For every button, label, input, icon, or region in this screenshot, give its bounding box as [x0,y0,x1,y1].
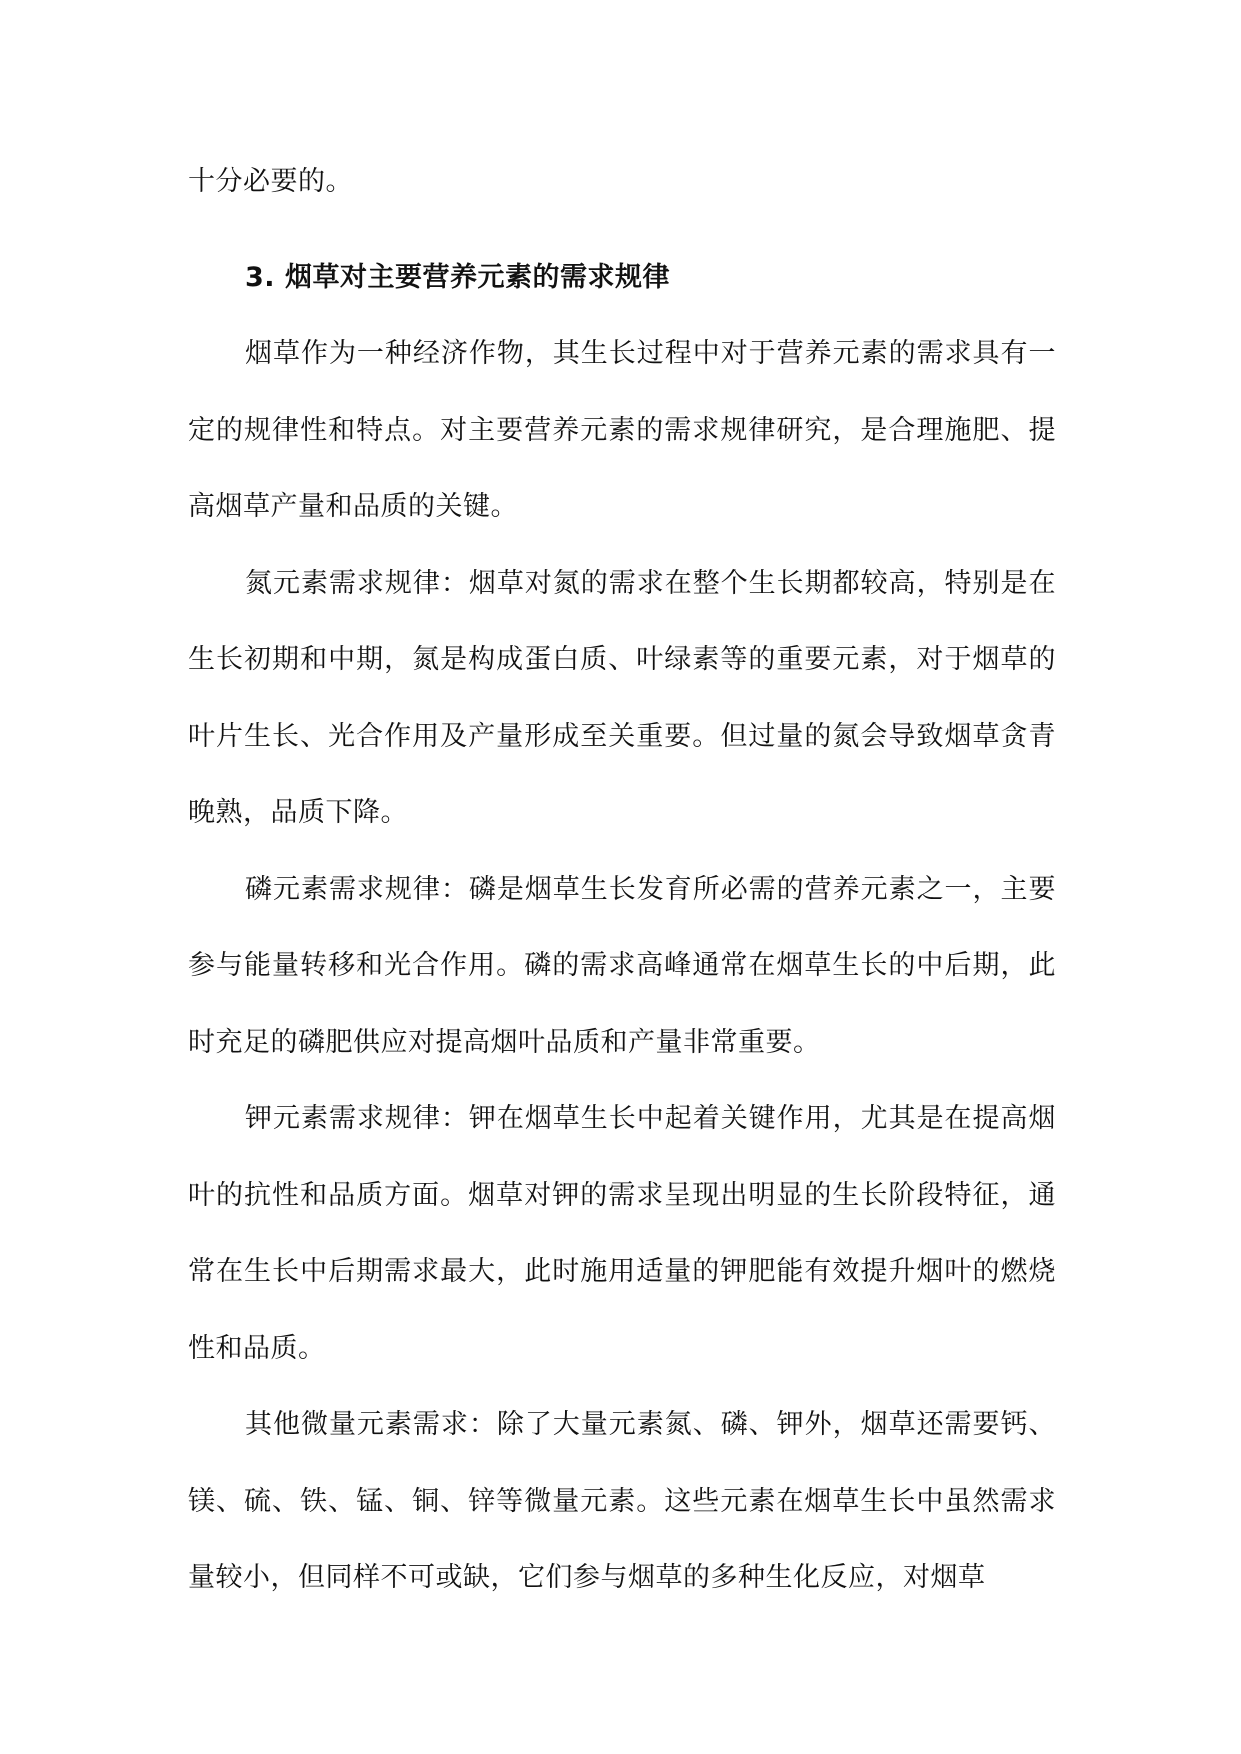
continuation-text: 十分必要的。 [188,166,353,197]
document-body [188,144,1056,1617]
paragraph-phosphorus: 磷元素需求规律：磷是烟草生长发育所必需的营养元素之一，主要参与能量转移和光合作用。磷的需求高峰通常在烟草生长的中后期，此时充足的磷肥供应对提高烟叶品质和产量非常重要。 [188,873,1056,1058]
paragraph-micronutrients: 其他微量元素需求：除了大量元素氮、磷、钾外，烟草还需要钙、镁、硫、铁、锰、铜、锌等微量元素。这些元素在烟草生长中虽然需求量较小，但同样不可或缺，它们参与烟草的多种生化反应，对烟草 [188,1409,1056,1593]
section-heading: 3. 烟草对主要营养元素的需求规律 [245,261,670,293]
paragraph-potassium: 钾元素需求规律：钾在烟草生长中起着关键作用，尤其是在提高烟叶的抗性和品质方面。烟草对钾的需求呈现出明显的生长阶段特征，通常在生长中后期需求最大，此时施用适量的钾肥能有效提升烟叶的燃烧性和品质。 [188,1103,1056,1364]
paragraph-nitrogen: 氮元素需求规律：烟草对氮的需求在整个生长期都较高，特别是在生长初期和中期，氮是构成蛋白质、叶绿素等的重要元素，对于烟草的叶片生长、光合作用及产量形成至关重要。但过量的氮会导致烟草贪青晚熟，品质下降。 [188,567,1056,828]
paragraph-intro: 烟草作为一种经济作物，其生长过程中对于营养元素的需求具有一定的规律性和特点。对主要营养元素的需求规律研究，是合理施肥、提高烟草产量和品质的关键。 [188,338,1056,522]
spacer [188,221,1056,240]
